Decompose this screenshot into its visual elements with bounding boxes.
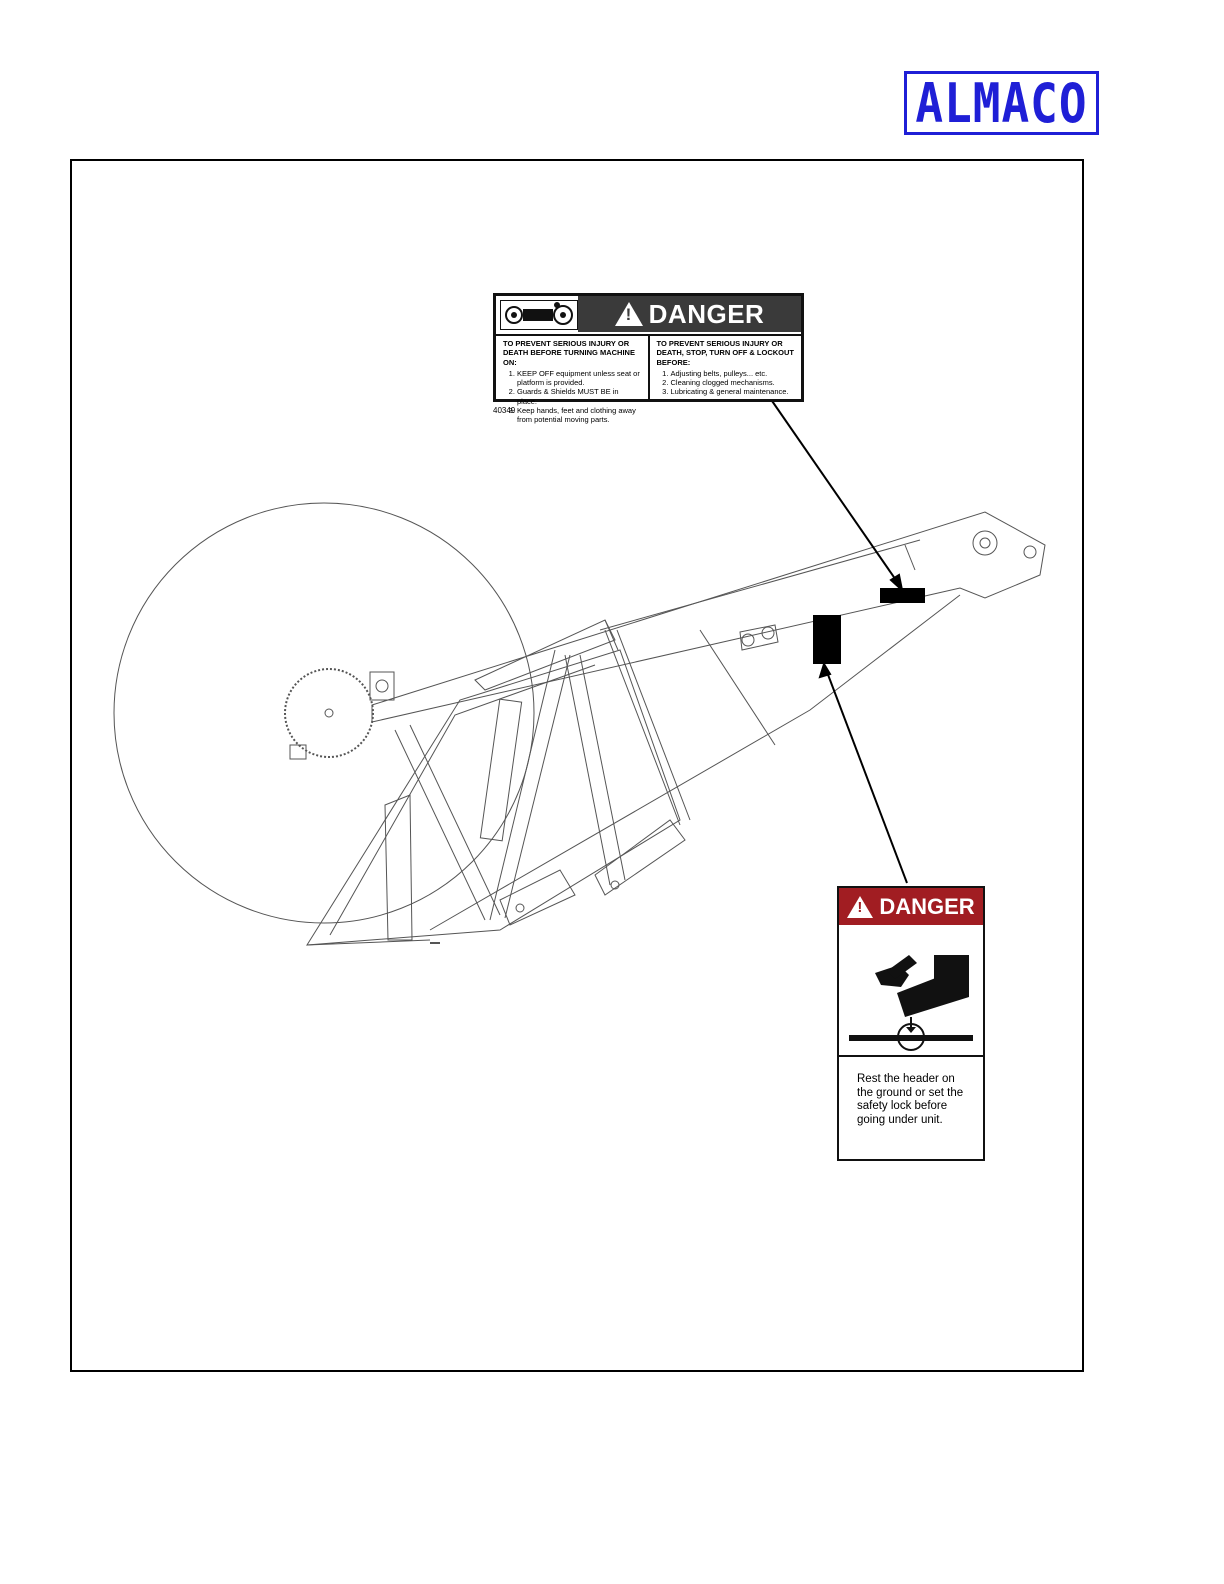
decal-right-item: 2. Cleaning clogged mechanisms. [671, 378, 795, 387]
decal-banner-text: DANGER [879, 893, 975, 919]
decal-message: Rest the header on the ground or set the safety lock before going under unit. [857, 1073, 964, 1126]
pulley-end [973, 531, 997, 555]
leader-line-bottom [827, 672, 907, 883]
decal-left-item: 2. Guards & Shields MUST BE in place. [517, 387, 641, 406]
belt-entanglement-icon [500, 300, 578, 330]
decal-left-item: 3. Keep hands, feet and clothing away from potential moving parts. [517, 406, 641, 425]
decal-right-item: 3. Lubricating & general maintenance. [671, 387, 795, 396]
decal-part-number: 40349 [493, 406, 516, 415]
crush-hazard-pictogram [839, 925, 983, 1057]
leader-line-top [770, 398, 898, 583]
sprocket-guard [290, 745, 306, 759]
warning-triangle-icon [615, 302, 643, 326]
large-wheel [114, 503, 534, 923]
bearing-block [370, 672, 394, 700]
decal-location-marker-side [813, 615, 841, 664]
warning-triangle-icon [847, 896, 873, 918]
decal-location-marker-top [880, 588, 925, 603]
arrow-head-bottom [820, 664, 830, 677]
sprocket [285, 669, 373, 757]
decal-right-item: 1. Adjusting belts, pulleys... etc. [671, 369, 795, 378]
decal-banner-text: DANGER [648, 298, 765, 329]
decal-right-column [648, 336, 802, 401]
decal-right-heading: TO PREVENT SERIOUS INJURY OR DEATH, STOP, TURN OFF & LOCKOUT BEFORE: [656, 339, 795, 367]
hydraulic-cylinder [480, 699, 521, 841]
hub [325, 709, 333, 717]
decal-left-item: 1. KEEP OFF equipment unless seat or platform is provided. [517, 369, 641, 388]
main-beam [372, 512, 1045, 722]
decal-left-heading: TO PREVENT SERIOUS INJURY OR DEATH BEFORE TURNING MACHINE ON: [503, 339, 635, 367]
logo-text: ALMACO [915, 71, 1088, 135]
danger-decal-header-lock [837, 886, 985, 1161]
